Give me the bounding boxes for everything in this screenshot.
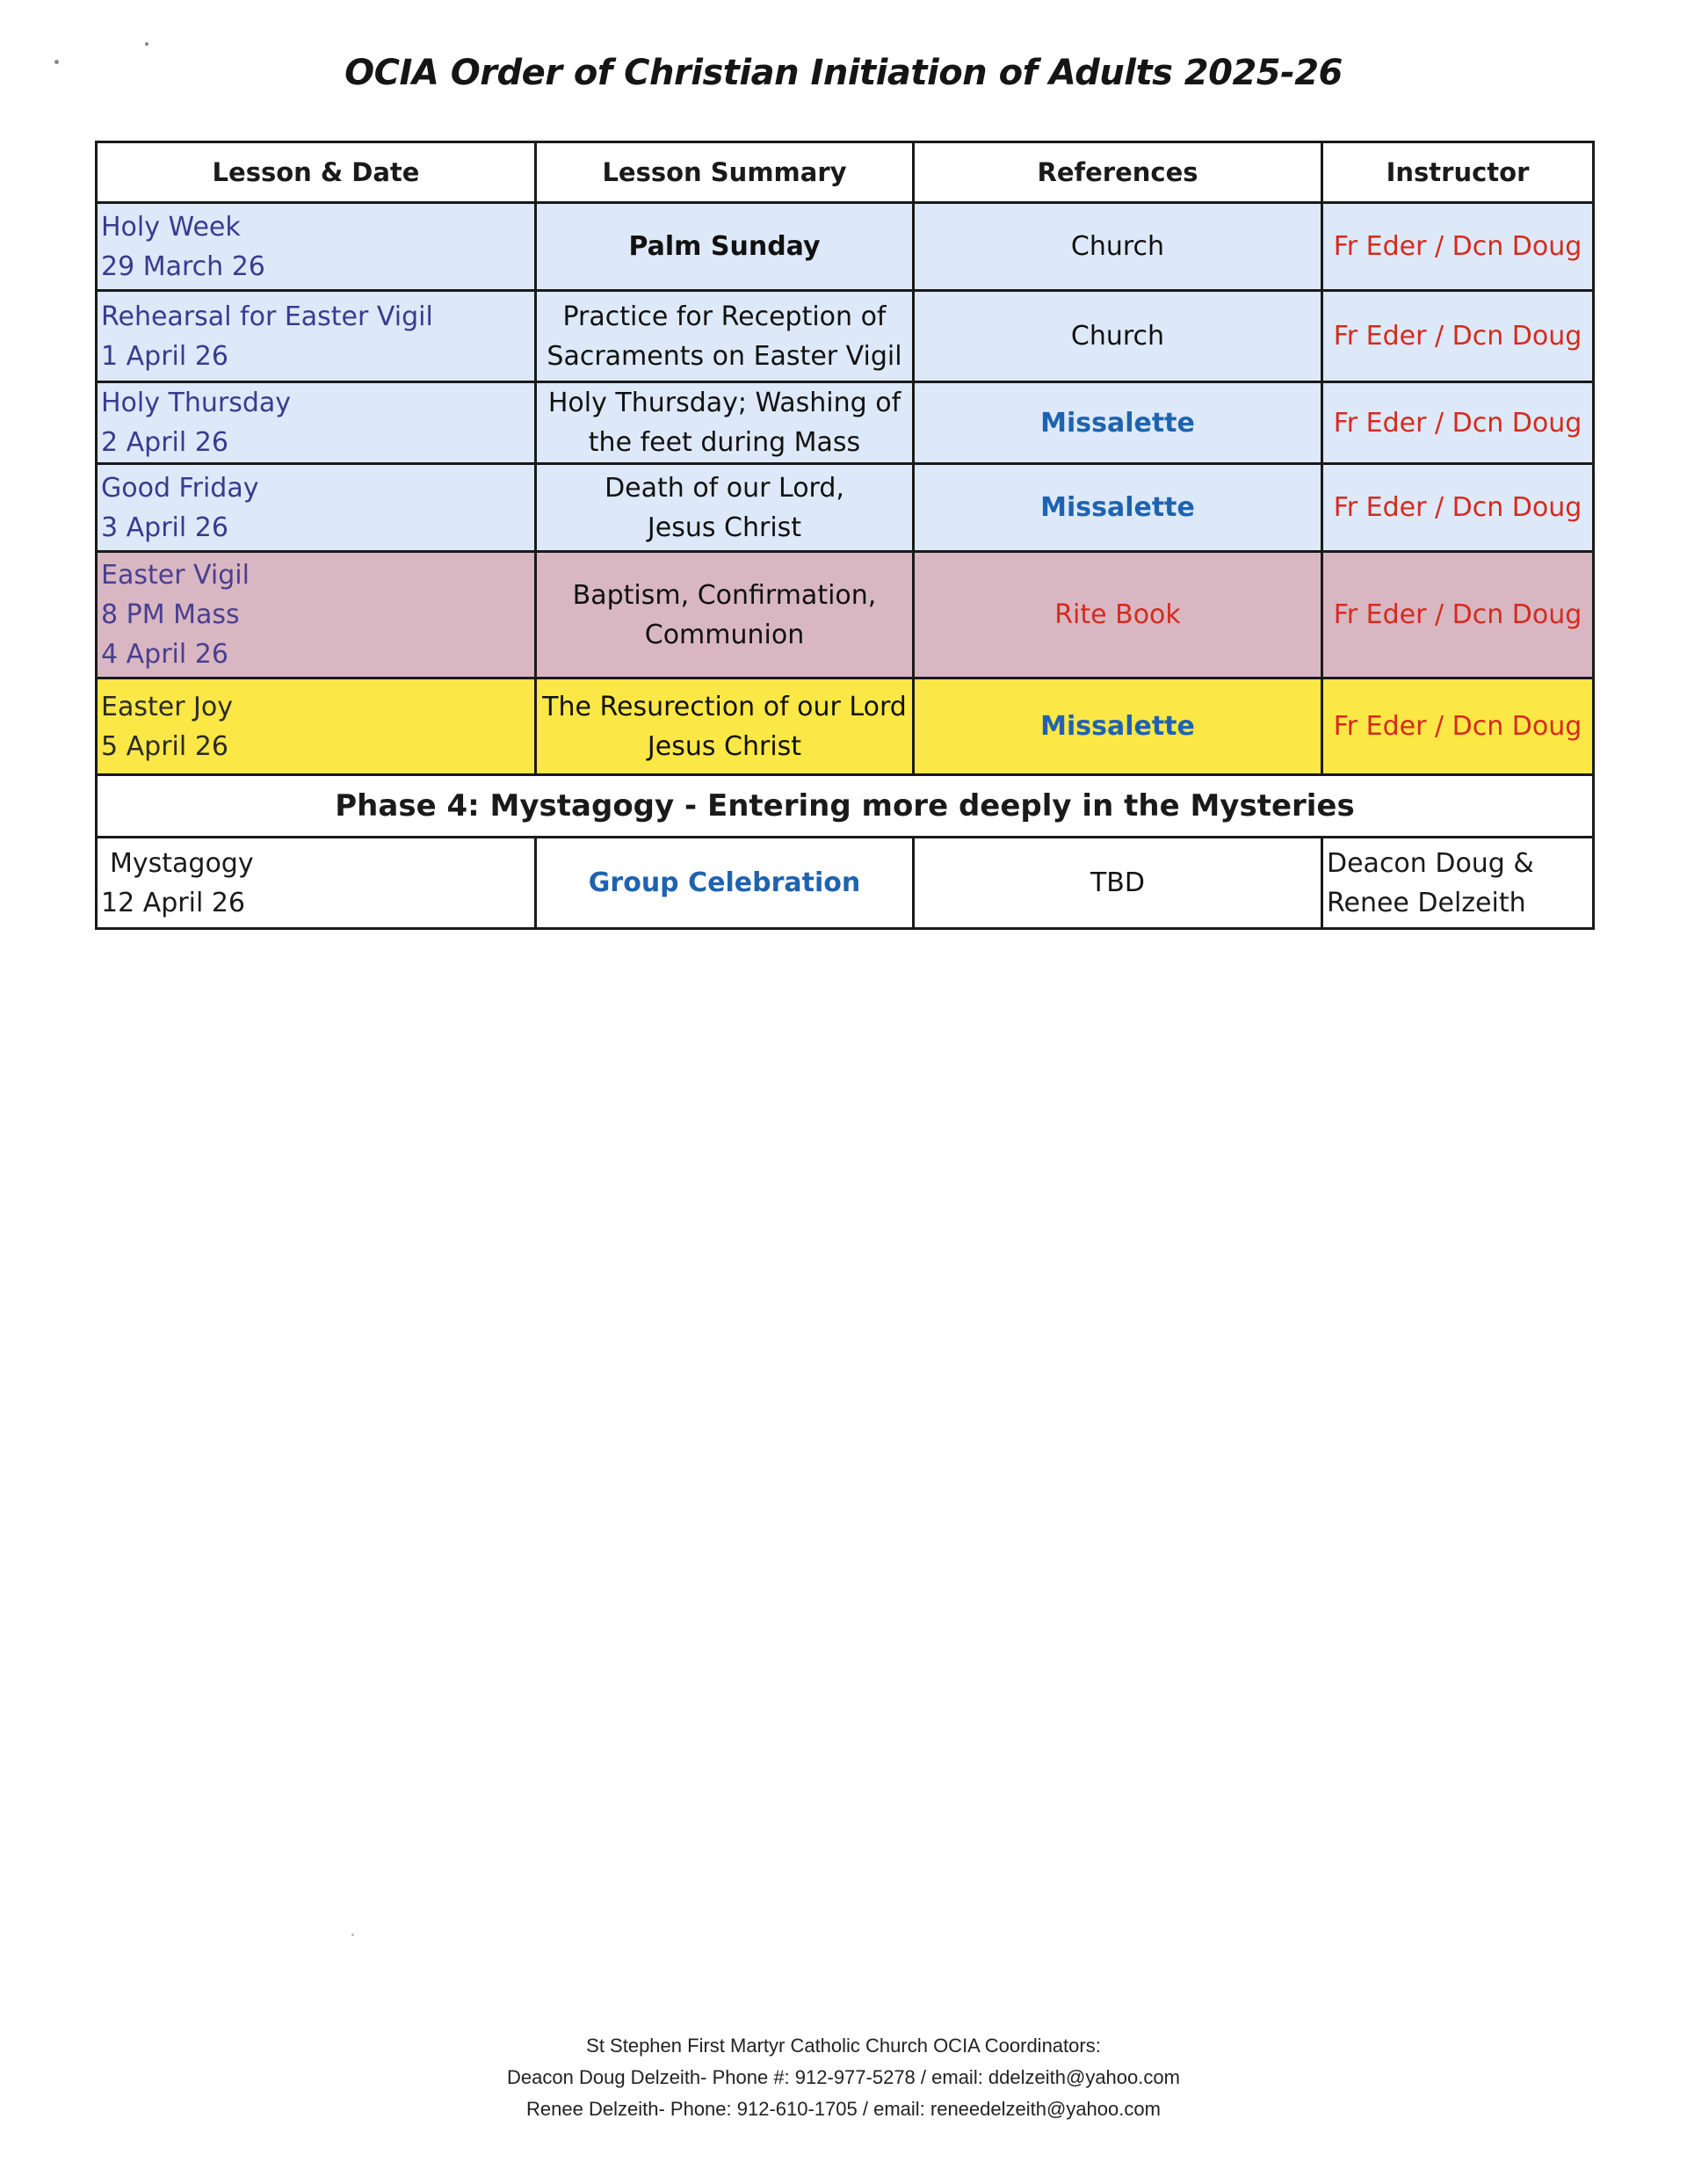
lesson-summary-cell: Group Celebration — [536, 838, 914, 929]
lesson-summary-cell — [536, 464, 914, 552]
lesson-date: 3 April 26 — [101, 512, 228, 543]
scan-speck — [145, 42, 148, 46]
lesson-name: Good Friday — [101, 472, 259, 504]
header-lesson-summary: Lesson Summary — [536, 142, 914, 203]
lesson-time: 8 PM Mass — [101, 599, 240, 630]
lesson-date-cell — [97, 291, 536, 382]
lesson-date-cell — [97, 678, 536, 775]
table-row — [97, 838, 1594, 929]
table-row — [97, 552, 1594, 678]
footer-contacts — [0, 2030, 1687, 2125]
lesson-date-cell — [97, 382, 536, 464]
header-references: References — [914, 142, 1322, 203]
lesson-summary-cell — [536, 382, 914, 464]
table-header-row — [97, 142, 1594, 203]
lesson-date-cell — [97, 552, 536, 678]
lesson-date-cell — [97, 203, 536, 291]
lesson-summary-line: Holy Thursday; Washing of — [547, 388, 901, 418]
lesson-date: 2 April 26 — [101, 427, 228, 458]
lesson-name: Holy Week — [101, 211, 241, 243]
references-cell: Church — [914, 203, 1322, 291]
lesson-date: 5 April 26 — [101, 730, 228, 762]
references-cell: Rite Book — [914, 552, 1322, 678]
schedule-table — [95, 141, 1595, 930]
table-row — [97, 464, 1594, 552]
footer-contact-renee: Renee Delzeith- Phone: 912-610-1705 / email: reneedelzeith@yahoo.com — [526, 2098, 1161, 2120]
references-cell: Missalette — [914, 464, 1322, 552]
table-row — [97, 678, 1594, 775]
lesson-summary-cell — [536, 552, 914, 678]
lesson-date: 1 April 26 — [101, 340, 228, 372]
header-lesson-date: Lesson & Date — [97, 142, 536, 203]
phase-row — [97, 775, 1594, 838]
lesson-date-cell — [97, 464, 536, 552]
footer-contact-deacon: Deacon Doug Delzeith- Phone #: 912-977-5278 / email: ddelzeith@yahoo.com — [507, 2066, 1180, 2088]
instructor-cell: Fr Eder / Dcn Doug — [1322, 203, 1594, 291]
phase-heading: Phase 4: Mystagogy - Entering more deeply in the Mysteries — [97, 775, 1594, 838]
references-cell: Missalette — [914, 678, 1322, 775]
scan-speck — [351, 1934, 354, 1936]
lesson-summary-line: Practice for Reception of — [562, 301, 887, 332]
instructor-cell: Fr Eder / Dcn Doug — [1322, 464, 1594, 552]
references-cell: Church — [914, 291, 1322, 382]
lesson-date: 29 March 26 — [101, 250, 265, 282]
instructor-line: Deacon Doug & — [1327, 847, 1534, 879]
header-instructor: Instructor — [1322, 142, 1594, 203]
lesson-name: Easter Joy — [101, 691, 234, 722]
lesson-summary-line: The Resurection of our Lord — [542, 691, 907, 722]
footer-coordinators-heading: St Stephen First Martyr Catholic Church OCIA Coordinators: — [586, 2035, 1101, 2057]
lesson-summary-cell — [536, 291, 914, 382]
lesson-name: Mystagogy — [110, 847, 254, 879]
lesson-summary-cell — [536, 203, 914, 291]
table-row — [97, 382, 1594, 464]
lesson-summary-line: Sacraments on Easter Vigil — [547, 340, 902, 372]
lesson-summary-line: Baptism, Confirmation, — [572, 579, 877, 611]
lesson-date: 4 April 26 — [101, 639, 228, 670]
instructor-cell: Fr Eder / Dcn Doug — [1322, 678, 1594, 775]
references-cell: TBD — [914, 838, 1322, 929]
instructor-cell — [1322, 838, 1594, 929]
lesson-summary-line: Jesus Christ — [647, 512, 802, 543]
instructor-line: Renee Delzeith — [1327, 887, 1526, 918]
lesson-summary-line: the feet during Mass — [588, 427, 861, 458]
lesson-summary-line: Death of our Lord, — [605, 472, 844, 504]
references-cell: Missalette — [914, 382, 1322, 464]
instructor-cell: Fr Eder / Dcn Doug — [1322, 291, 1594, 382]
lesson-summary-line: Communion — [644, 619, 805, 650]
lesson-date-cell — [97, 838, 536, 929]
table-row — [97, 291, 1594, 382]
instructor-cell: Fr Eder / Dcn Doug — [1322, 552, 1594, 678]
lesson-name: Rehearsal for Easter Vigil — [101, 301, 433, 332]
lesson-date: 12 April 26 — [101, 887, 245, 918]
page-title: OCIA Order of Christian Initiation of Adults 2025-26 — [344, 53, 1343, 93]
table-row — [97, 203, 1594, 291]
lesson-name: Holy Thursday — [101, 388, 292, 418]
instructor-cell: Fr Eder / Dcn Doug — [1322, 382, 1594, 464]
lesson-summary-cell — [536, 678, 914, 775]
lesson-summary-text: Palm Sunday — [628, 231, 821, 262]
lesson-name: Easter Vigil — [101, 560, 250, 591]
lesson-summary-line: Jesus Christ — [647, 730, 802, 762]
